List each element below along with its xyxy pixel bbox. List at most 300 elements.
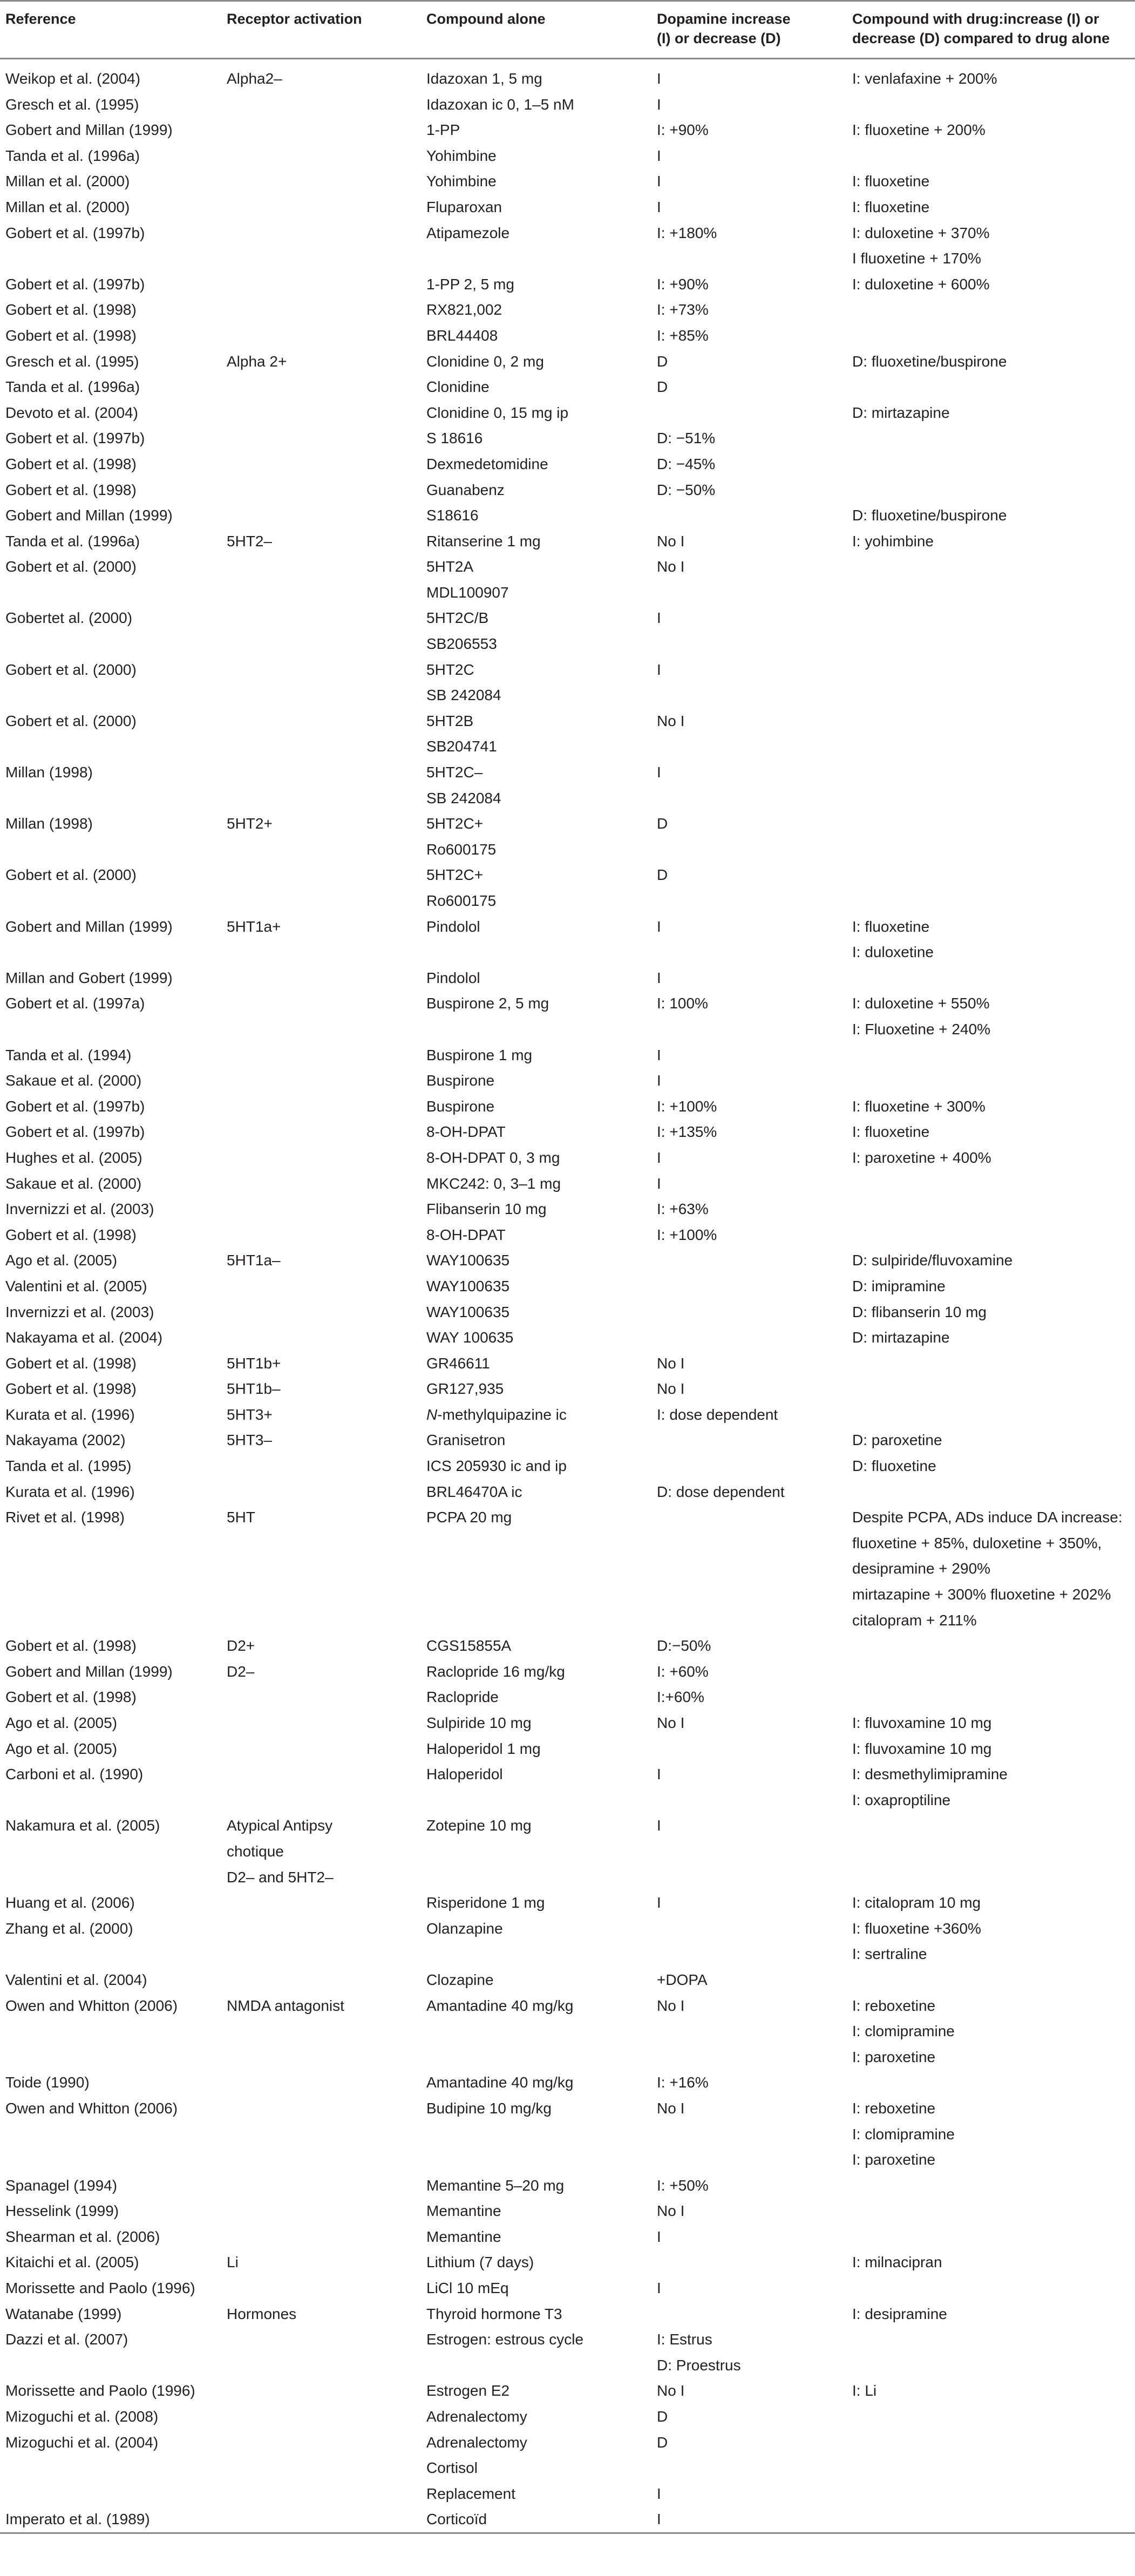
combination-cell xyxy=(847,1479,1135,1505)
compound-cell: Buspirone 2, 5 mg xyxy=(426,995,549,1012)
combination-cell: I: fluoxetine I: duloxetine xyxy=(852,918,934,961)
receptor-cell xyxy=(221,1222,421,1248)
combination-cell xyxy=(847,2506,1135,2533)
dopamine-cell: I: +85% xyxy=(657,327,709,344)
reference-cell: Gobert et al. (1997b) xyxy=(5,224,145,241)
dopamine-cell: D: −50% xyxy=(657,481,716,498)
combination-cell xyxy=(847,2430,1135,2507)
receptor-cell xyxy=(221,1710,421,1736)
table-row xyxy=(0,1273,1135,1299)
dopamine-cell xyxy=(651,503,847,528)
compound-cell: BRL44408 xyxy=(426,327,498,344)
receptor-cell xyxy=(221,2198,421,2224)
table-row xyxy=(0,1196,1135,1222)
table-row xyxy=(0,2070,1135,2096)
reference-cell: Imperato et al. (1989) xyxy=(5,2511,150,2528)
combination-cell xyxy=(847,965,1135,991)
table-row xyxy=(0,1967,1135,1993)
reference-cell: Kurata et al. (1996) xyxy=(5,1406,135,1423)
receptor-cell xyxy=(221,1042,421,1068)
combination-cell: Despite PCPA, ADs induce DA increase: fluoxetine + 85%, duloxetine + 350%, desipramine + 290% mirtazapine + 300% fluoxetine + 202% citalopram + 211% xyxy=(852,1509,1123,1629)
table-body xyxy=(0,59,1135,2533)
combination-cell xyxy=(847,760,1135,811)
combination-cell: I: fluvoxamine 10 mg xyxy=(852,1714,992,1731)
combination-cell xyxy=(847,1042,1135,1068)
table-row xyxy=(0,168,1135,194)
receptor-cell xyxy=(221,2327,421,2378)
reference-cell: Rivet et al. (1998) xyxy=(5,1509,125,1526)
table-row xyxy=(0,220,1135,272)
reference-cell: Hughes et al. (2005) xyxy=(5,1149,142,1166)
table-row xyxy=(0,2224,1135,2250)
compound-cell: 5HT2C/B SB206553 xyxy=(426,609,497,653)
table-header xyxy=(0,1,1135,59)
reference-cell: Morissette and Paolo (1996) xyxy=(5,2280,195,2297)
compound-cell: Pindolol xyxy=(426,969,480,986)
receptor-cell xyxy=(221,323,421,349)
dopamine-cell: No I xyxy=(657,1997,685,2014)
reference-cell: Nakayama (2002) xyxy=(5,1432,126,1449)
compound-cell: Buspirone 1 mg xyxy=(426,1046,533,1063)
receptor-cell: D2+ xyxy=(227,1637,255,1655)
compound-cell: Clonidine xyxy=(426,378,490,396)
receptor-cell xyxy=(221,708,421,760)
dopamine-cell: I: +50% xyxy=(657,2177,709,2194)
receptor-cell xyxy=(221,1890,421,1916)
combination-cell xyxy=(847,2198,1135,2224)
combination-cell: I: citalopram 10 mg xyxy=(852,1894,981,1911)
combination-cell xyxy=(847,1171,1135,1197)
table-row xyxy=(0,2173,1135,2199)
compound-cell: Amantadine 40 mg/kg xyxy=(426,2074,574,2091)
dopamine-cell: No I xyxy=(657,2382,685,2399)
compound-cell: Memantine xyxy=(426,2202,501,2220)
table-row xyxy=(0,965,1135,991)
receptor-cell xyxy=(221,297,421,323)
table-row xyxy=(0,605,1135,656)
dopamine-cell: No I xyxy=(657,2202,685,2220)
table-row xyxy=(0,1427,1135,1453)
reference-cell: Shearman et al. (2006) xyxy=(5,2228,160,2245)
receptor-cell xyxy=(221,1684,421,1710)
header-receptor-label: Receptor activation xyxy=(227,11,362,27)
header-compound-alone xyxy=(421,1,651,59)
dopamine-cell: I xyxy=(657,764,661,781)
compound-cell: GR46611 xyxy=(426,1354,490,1372)
dopamine-cell: I xyxy=(657,1894,661,1911)
table-row xyxy=(0,2430,1135,2507)
combination-cell xyxy=(847,554,1135,605)
combination-cell: I: reboxetine I: clomipramine I: paroxetine xyxy=(852,1997,955,2065)
header-combo-label: Compound with drug:increase (I) or decrease (D) compared to drug alone xyxy=(852,11,1110,46)
compound-cell: Idazoxan ic 0, 1–5 nM xyxy=(426,96,574,113)
table-row xyxy=(0,1813,1135,1890)
table-row xyxy=(0,2198,1135,2224)
combination-cell: I: duloxetine + 600% xyxy=(852,275,990,293)
reference-cell: Zhang et al. (2000) xyxy=(5,1920,133,1937)
compound-cell: Fluparoxan xyxy=(426,198,502,215)
reference-cell: Tanda et al. (1994) xyxy=(5,1046,132,1063)
reference-cell: Sakaue et al. (2000) xyxy=(5,1072,142,1089)
receptor-cell xyxy=(221,374,421,400)
compound-cell: 8-OH-DPAT xyxy=(426,1123,506,1141)
combination-cell: D: fluoxetine/buspirone xyxy=(852,507,1007,524)
combination-cell xyxy=(847,811,1135,862)
reference-cell: Gobert et al. (1998) xyxy=(5,301,137,318)
reference-cell: Gobert et al. (1998) xyxy=(5,481,137,498)
reference-cell: Gresch et al. (1995) xyxy=(5,352,139,370)
receptor-cell: Hormones xyxy=(227,2305,297,2322)
compound-cell: Zotepine 10 mg xyxy=(426,1817,532,1834)
reference-cell: Gobert et al. (1998) xyxy=(5,1689,137,1706)
combination-cell: I: desipramine xyxy=(852,2305,947,2322)
compound-cell: Estrogen E2 xyxy=(426,2382,510,2399)
receptor-cell xyxy=(221,1967,421,1993)
table-row xyxy=(0,92,1135,118)
reference-cell: Kitaichi et al. (2005) xyxy=(5,2254,139,2271)
reference-cell: Gobert et al. (1997a) xyxy=(5,995,145,1012)
table-row xyxy=(0,2378,1135,2404)
dopamine-cell: I: dose dependent xyxy=(657,1406,778,1423)
table-row xyxy=(0,1993,1135,2070)
reference-cell: Gobert et al. (1998) xyxy=(5,455,137,472)
combination-cell xyxy=(847,1813,1135,1890)
reference-cell: Ago et al. (2005) xyxy=(5,1740,118,1757)
compound-cell: 5HT2C+ Ro600175 xyxy=(426,866,497,909)
compound-cell: Buspirone xyxy=(426,1097,495,1115)
table-row xyxy=(0,2096,1135,2173)
combination-cell xyxy=(847,708,1135,760)
combination-cell xyxy=(847,323,1135,349)
receptor-cell xyxy=(221,760,421,811)
reference-cell: Watanabe (1999) xyxy=(5,2305,122,2322)
dopamine-cell xyxy=(651,2249,847,2275)
compound-cell: LiCl 10 mEq xyxy=(426,2280,509,2297)
table-row xyxy=(0,477,1135,503)
reference-cell: Ago et al. (2005) xyxy=(5,1252,118,1269)
receptor-cell xyxy=(221,168,421,194)
receptor-cell xyxy=(221,1299,421,1325)
compound-cell: Amantadine 40 mg/kg xyxy=(426,1997,574,2014)
compound-cell: 8-OH-DPAT xyxy=(426,1226,506,1243)
table-row xyxy=(0,2404,1135,2430)
combination-cell xyxy=(847,2275,1135,2301)
combination-cell xyxy=(847,297,1135,323)
receptor-cell: Li xyxy=(227,2254,239,2271)
reference-cell: Gobert and Millan (1999) xyxy=(5,507,173,524)
combination-cell: I: fluvoxamine 10 mg xyxy=(852,1740,992,1757)
combination-cell: I: fluoxetine +360% I: sertraline xyxy=(852,1920,981,1963)
table-row xyxy=(0,1633,1135,1659)
dopamine-cell: I xyxy=(657,198,661,215)
combination-cell xyxy=(847,92,1135,118)
reference-cell: Valentini et al. (2005) xyxy=(5,1277,147,1294)
receptor-cell xyxy=(221,2378,421,2404)
compound-cell: Sulpiride 10 mg xyxy=(426,1714,532,1731)
combination-cell xyxy=(847,1068,1135,1094)
receptor-cell xyxy=(221,1196,421,1222)
combination-cell: D: paroxetine xyxy=(852,1432,942,1449)
combination-cell xyxy=(847,374,1135,400)
header-compound-with-drug xyxy=(847,1,1135,59)
dopamine-cell: I: +135% xyxy=(657,1123,717,1141)
dopamine-cell xyxy=(651,1916,847,1967)
header-row xyxy=(0,1,1135,59)
dopamine-cell: No I xyxy=(657,2099,685,2117)
dopamine-cell: I xyxy=(657,918,661,935)
reference-cell: Kurata et al. (1996) xyxy=(5,1483,135,1500)
compound-cell: Budipine 10 mg/kg xyxy=(426,2099,552,2117)
reference-cell: Gobert et al. (2000) xyxy=(5,558,137,575)
reference-cell: Gobert and Millan (1999) xyxy=(5,121,173,139)
receptor-cell xyxy=(221,1145,421,1171)
receptor-cell: 5HT1a– xyxy=(227,1252,281,1269)
receptor-cell xyxy=(221,477,421,503)
receptor-cell xyxy=(221,194,421,220)
receptor-cell xyxy=(221,2096,421,2173)
compound-cell: Granisetron xyxy=(426,1432,506,1449)
receptor-cell xyxy=(221,503,421,528)
reference-cell: Tanda et al. (1996a) xyxy=(5,532,140,550)
dopamine-cell: I xyxy=(657,1175,661,1192)
compound-cell: S 18616 xyxy=(426,430,483,447)
receptor-cell xyxy=(221,2275,421,2301)
table-row xyxy=(0,1222,1135,1248)
table-row xyxy=(0,1068,1135,1094)
combination-cell: I: milnacipran xyxy=(852,2254,942,2271)
compound-cell: Lithium (7 days) xyxy=(426,2254,534,2271)
combination-cell xyxy=(847,477,1135,503)
dopamine-cell: I xyxy=(657,70,661,87)
reference-cell: Millan (1998) xyxy=(5,764,93,781)
reference-cell: Gobert et al. (1998) xyxy=(5,1226,137,1243)
compound-cell: Raclopride xyxy=(426,1689,499,1706)
receptor-cell xyxy=(221,1273,421,1299)
compound-cell: Adrenalectomy xyxy=(426,2408,527,2425)
receptor-cell xyxy=(221,1171,421,1197)
combination-cell xyxy=(847,2404,1135,2430)
receptor-cell xyxy=(221,2070,421,2096)
dopamine-cell: I: +16% xyxy=(657,2074,709,2091)
receptor-cell: Atypical Antipsy chotique D2– and 5HT2– xyxy=(227,1817,334,1886)
receptor-cell: 5HT3– xyxy=(227,1432,273,1449)
reference-cell: Tanda et al. (1996a) xyxy=(5,147,140,164)
combination-cell: D: fluoxetine xyxy=(852,1458,936,1475)
dopamine-cell xyxy=(651,1325,847,1351)
compound-cell: Corticoïd xyxy=(426,2511,487,2528)
compound-cell: CGS15855A xyxy=(426,1637,512,1655)
table-row xyxy=(0,760,1135,811)
header-dopamine-change xyxy=(651,1,847,59)
compound-cell: WAY100635 xyxy=(426,1252,510,1269)
compound-cell: Atipamezole xyxy=(426,224,510,241)
combination-cell: D: fluoxetine/buspirone xyxy=(852,352,1007,370)
combination-cell xyxy=(847,1376,1135,1402)
reference-cell: Gobert et al. (2000) xyxy=(5,661,137,678)
dopamine-cell: +DOPA xyxy=(657,1971,708,1988)
compound-cell: Dexmedetomidine xyxy=(426,455,548,472)
dopamine-cell: D:−50% xyxy=(657,1637,711,1655)
compound-cell: Yohimbine xyxy=(426,147,497,164)
reference-cell: Valentini et al. (2004) xyxy=(5,1971,147,1988)
dopamine-cell: No I xyxy=(657,532,685,550)
combination-cell xyxy=(847,2070,1135,2096)
dopamine-cell: I: 100% xyxy=(657,995,708,1012)
reference-cell: Ago et al. (2005) xyxy=(5,1714,118,1731)
table-row xyxy=(0,1453,1135,1479)
reference-cell: Gobert and Millan (1999) xyxy=(5,1663,173,1680)
receptor-cell: 5HT2– xyxy=(227,532,273,550)
compound-cell: GR127,935 xyxy=(426,1380,504,1398)
combination-cell: D: mirtazapine xyxy=(852,404,950,421)
receptor-cell: Alpha 2+ xyxy=(227,352,287,370)
reference-cell: Mizoguchi et al. (2004) xyxy=(5,2433,159,2451)
reference-cell: Gobert et al. (1997b) xyxy=(5,275,145,293)
receptor-cell xyxy=(221,1736,421,1762)
table-row xyxy=(0,2327,1135,2378)
table-row xyxy=(0,1299,1135,1325)
dopamine-cell: I: Estrus D: Proestrus xyxy=(657,2331,741,2374)
combination-cell: I: reboxetine I: clomipramine I: paroxetine xyxy=(852,2099,955,2168)
dopamine-cell: No I xyxy=(657,712,685,729)
compound-cell: Idazoxan 1, 5 mg xyxy=(426,70,542,87)
reference-cell: Dazzi et al. (2007) xyxy=(5,2331,128,2348)
combination-cell xyxy=(847,2327,1135,2378)
compound-cell: Memantine xyxy=(426,2228,501,2245)
compound-cell: Yohimbine xyxy=(426,173,497,190)
receptor-cell xyxy=(221,400,421,426)
dopamine-cell: I xyxy=(657,661,661,678)
reference-cell: Gobert et al. (1998) xyxy=(5,1637,137,1655)
reference-cell: Invernizzi et al. (2003) xyxy=(5,1303,154,1320)
table-row xyxy=(0,349,1135,375)
table-row xyxy=(0,1710,1135,1736)
table-row xyxy=(0,117,1135,143)
reference-cell: Gobert et al. (1998) xyxy=(5,327,137,344)
dopamine-cell xyxy=(651,1273,847,1299)
dopamine-cell: No I xyxy=(657,1714,685,1731)
combination-cell xyxy=(847,1633,1135,1659)
header-reference xyxy=(0,1,221,59)
dopamine-cell xyxy=(651,400,847,426)
table-row xyxy=(0,2249,1135,2275)
dopamine-cell: I: +63% xyxy=(657,1201,709,1218)
combination-cell: I: desmethylimipramine I: oxaproptiline xyxy=(852,1766,1008,1808)
reference-cell: Gobertet al. (2000) xyxy=(5,609,133,627)
receptor-cell xyxy=(221,117,421,143)
dopamine-cell xyxy=(651,1427,847,1453)
compound-cell: WAY100635 xyxy=(426,1277,510,1294)
table-row xyxy=(0,297,1135,323)
dopamine-cell: I xyxy=(657,1817,661,1834)
header-compound-label: Compound alone xyxy=(426,11,546,27)
reference-cell: Morissette and Paolo (1996) xyxy=(5,2382,195,2399)
combination-cell: D: sulpiride/fluvoxamine xyxy=(852,1252,1013,1269)
combination-cell xyxy=(847,2173,1135,2199)
combination-cell xyxy=(847,451,1135,477)
compound-cell: Adrenalectomy Cortisol Replacement xyxy=(426,2433,527,2502)
table-row xyxy=(0,1094,1135,1120)
table-row xyxy=(0,554,1135,605)
receptor-cell xyxy=(221,220,421,272)
table-row xyxy=(0,1376,1135,1402)
reference-cell: Owen and Whitton (2006) xyxy=(5,2099,178,2117)
compound-cell: BRL46470A ic xyxy=(426,1483,522,1500)
table-row xyxy=(0,2506,1135,2533)
compound-cell: Raclopride 16 mg/kg xyxy=(426,1663,565,1680)
combination-cell xyxy=(847,1684,1135,1710)
reference-cell: Owen and Whitton (2006) xyxy=(5,1997,178,2014)
compound-cell: N-methylquipazine ic xyxy=(426,1406,567,1423)
compound-cell: 5HT2C+ Ro600175 xyxy=(426,815,497,858)
receptor-cell xyxy=(221,1761,421,1813)
receptor-cell xyxy=(221,1453,421,1479)
dopamine-cell: I: +90% xyxy=(657,275,709,293)
reference-cell: Invernizzi et al. (2003) xyxy=(5,1201,154,1218)
receptor-cell xyxy=(221,272,421,297)
dopamine-cell: I: +180% xyxy=(657,224,717,241)
table-row xyxy=(0,1119,1135,1145)
receptor-cell: 5HT1a+ xyxy=(227,918,281,935)
header-dopamine-label: Dopamine increase (I) or decrease (D) xyxy=(657,11,791,46)
reference-cell: Mizoguchi et al. (2008) xyxy=(5,2408,159,2425)
compound-cell: Thyroid hormone T3 xyxy=(426,2305,562,2322)
receptor-cell xyxy=(221,605,421,656)
table-row xyxy=(0,862,1135,913)
combination-cell: D: imipramine xyxy=(852,1277,946,1294)
reference-cell: Millan et al. (2000) xyxy=(5,198,130,215)
receptor-cell xyxy=(221,425,421,451)
dopamine-cell: No I xyxy=(657,1354,685,1372)
reference-cell: Toide (1990) xyxy=(5,2074,90,2091)
dopamine-cell: D I xyxy=(657,2433,668,2502)
receptor-cell xyxy=(221,92,421,118)
combination-cell xyxy=(847,2224,1135,2250)
dopamine-cell: I xyxy=(657,1149,661,1166)
dopamine-cell: I: +60% xyxy=(657,1663,709,1680)
reference-cell: Gobert et al. (1997b) xyxy=(5,430,145,447)
receptor-cell xyxy=(221,451,421,477)
table-row xyxy=(0,503,1135,528)
dopamine-cell: No I xyxy=(657,558,685,575)
receptor-cell xyxy=(221,965,421,991)
dopamine-cell: I:+60% xyxy=(657,1689,704,1706)
dopamine-cell: I xyxy=(657,2228,661,2245)
dopamine-cell xyxy=(651,1453,847,1479)
combination-cell xyxy=(847,1196,1135,1222)
receptor-cell xyxy=(221,862,421,913)
combination-cell xyxy=(847,143,1135,169)
combination-cell: I: yohimbine xyxy=(852,532,934,550)
dopamine-cell: D: −51% xyxy=(657,430,716,447)
reference-cell: Carboni et al. (1990) xyxy=(5,1766,144,1783)
receptor-cell xyxy=(221,1094,421,1120)
table-row xyxy=(0,143,1135,169)
receptor-cell: D2– xyxy=(227,1663,255,1680)
compound-cell: Clozapine xyxy=(426,1971,494,1988)
reference-cell: Nakamura et al. (2005) xyxy=(5,1817,160,1834)
combination-cell: I: paroxetine + 400% xyxy=(852,1149,991,1166)
header-receptor-activation xyxy=(221,1,421,59)
reference-cell: Devoto et al. (2004) xyxy=(5,404,138,421)
compound-cell: 5HT2A MDL100907 xyxy=(426,558,509,601)
compound-cell: RX821,002 xyxy=(426,301,502,318)
receptor-cell xyxy=(221,554,421,605)
table-row xyxy=(0,400,1135,426)
combination-cell: D: mirtazapine xyxy=(852,1329,950,1346)
header-reference-label: Reference xyxy=(5,11,76,27)
reference-cell: Gobert et al. (1998) xyxy=(5,1354,137,1372)
